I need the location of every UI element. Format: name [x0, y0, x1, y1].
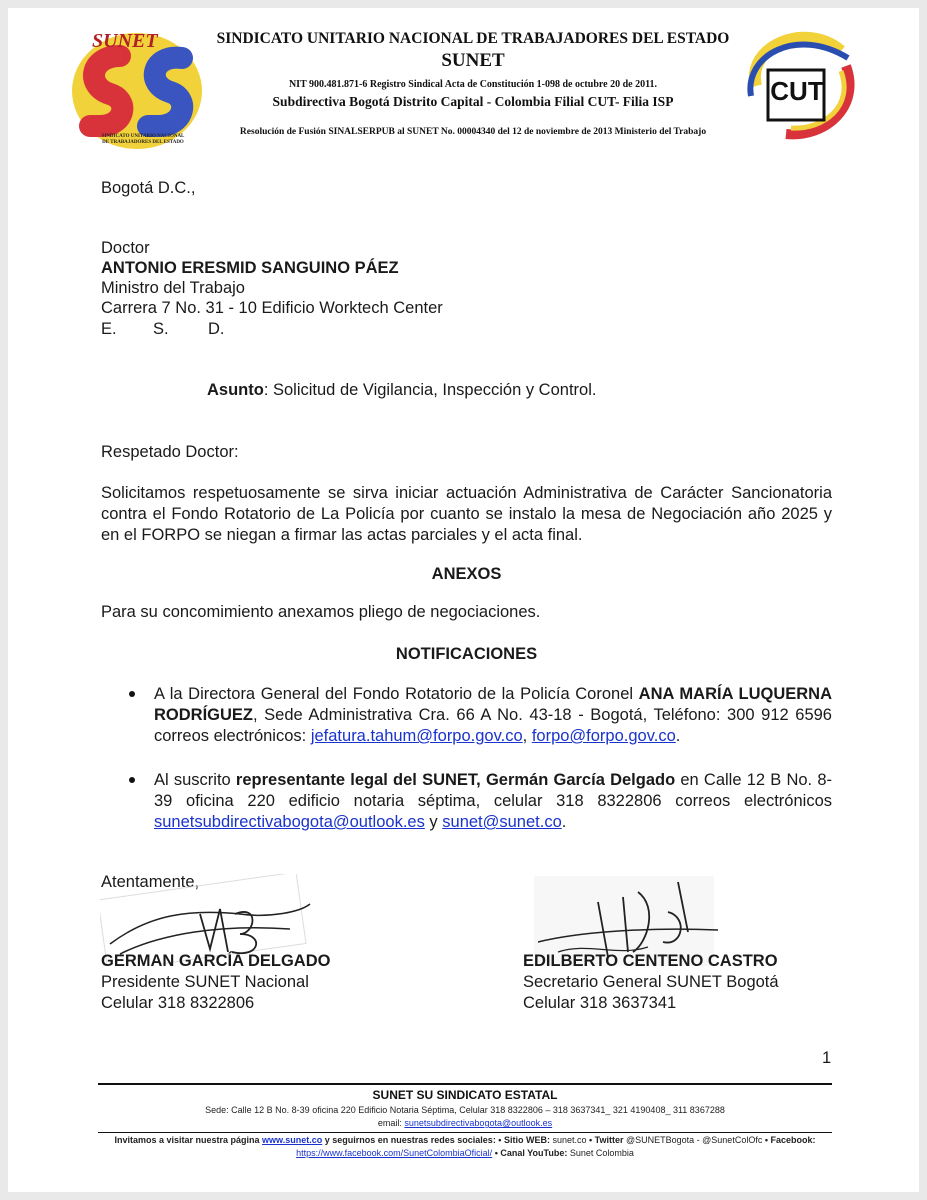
footer-twitter-label: • Twitter — [586, 1135, 626, 1145]
resolucion-line: Resolución de Fusión SINALSERPUB al SUNET No. 00004340 del 12 de noviembre de 2013 Ministerio del Trabajo — [239, 127, 707, 137]
email-link-jefatura[interactable]: jefatura.tahum@forpo.gov.co — [310, 727, 523, 745]
footer-email-line — [98, 1118, 832, 1128]
notification-2-sep: y — [424, 813, 443, 831]
asunto-line — [207, 380, 596, 401]
notificaciones-heading: NOTIFICACIONES — [395, 645, 538, 663]
notification-1-pre: A la Directora General del Fondo Rotatorio de la Policía Coronel — [154, 685, 639, 703]
email-link-sunet[interactable]: sunet@sunet.co — [442, 813, 562, 831]
page-number: 1 — [822, 1049, 832, 1067]
footer-sede: Sede: Calle 12 B No. 8-39 oficina 220 Edificio Notaria Séptima, Celular 318 8322806 – 318 3637341_ 321 4190408_ 311 8367288 — [205, 1105, 725, 1115]
notification-item-2 — [154, 770, 832, 833]
notification-1-sep: , — [522, 727, 532, 745]
cut-logo — [736, 26, 862, 141]
subdirectiva-line: Subdirectiva Bogotá Distrito Capital - Colombia Filial CUT- Filia ISP — [272, 94, 674, 109]
notification-2-end: . — [561, 813, 567, 831]
notification-1-end: . — [675, 727, 681, 745]
signer-2-phone: Celular 318 3637341 — [523, 994, 677, 1012]
email-link-forpo[interactable]: forpo@forpo.gov.co — [531, 727, 676, 745]
signer-1-phone: Celular 318 8322806 — [101, 994, 255, 1012]
signer-2-role: Secretario General SUNET Bogotá — [523, 973, 779, 991]
union-acronym: SUNET — [441, 50, 505, 71]
footer-twitter: @SUNETBogota - @SunetColOfc — [626, 1135, 763, 1145]
footer-social-line — [98, 1135, 832, 1145]
esd-e: E. — [101, 320, 117, 338]
letter-page — [8, 8, 919, 1192]
bullet-dot-2 — [129, 777, 135, 783]
footer-youtube: Sunet Colombia — [569, 1148, 634, 1158]
recipient-role: Ministro del Trabajo — [101, 279, 245, 297]
email-link-subdirectiva[interactable]: sunetsubdirectivabogota@outlook.es — [154, 813, 425, 831]
salutation-title: Doctor — [101, 239, 150, 257]
footer-invite-mid: y seguirnos en nuestras redes sociales: • Sitio WEB: — [322, 1135, 553, 1145]
city-date: Bogotá D.C., — [101, 179, 196, 197]
footer-site-link[interactable]: www.sunet.co — [262, 1135, 323, 1145]
footer-title: SUNET SU SINDICATO ESTATAL — [372, 1088, 558, 1102]
closing: Atentamente, — [101, 873, 200, 891]
signer-1-role: Presidente SUNET Nacional — [101, 973, 309, 991]
union-title: SINDICATO UNITARIO NACIONAL DE TRABAJADORES DEL ESTADO — [216, 30, 730, 47]
cut-logo-text: CUT — [770, 76, 824, 106]
footer-facebook-link[interactable]: https://www.facebook.com/SunetColombiaOficial/ — [296, 1148, 493, 1158]
asunto-label: Asunto — [207, 381, 264, 399]
footer-invite-pre: Invitamos a visitar nuestra página — [114, 1135, 263, 1145]
recipient-address: Carrera 7 No. 31 - 10 Edificio Worktech Center — [101, 299, 443, 317]
greeting: Respetado Doctor: — [101, 443, 239, 461]
notification-1-post: , Sede Administrativa Cra. 66 A No. 43-18 - Bogotá, Teléfono: 300 912 6596 correos electrónicos: — [154, 706, 832, 745]
esd-s: S. — [153, 320, 169, 338]
sunet-logo-text: SUNET — [92, 30, 158, 52]
recipient-name: ANTONIO ERESMID SANGUINO PÁEZ — [101, 259, 399, 277]
esd-d: D. — [208, 320, 225, 338]
footer-fb-label: • Facebook: — [762, 1135, 816, 1145]
footer-rule-bottom — [98, 1132, 832, 1133]
footer-youtube-label: • Canal YouTube: — [492, 1148, 570, 1158]
anexos-heading: ANEXOS — [431, 565, 502, 583]
footer-social-line-2 — [98, 1148, 832, 1158]
notification-2-pre: Al suscrito — [154, 771, 236, 789]
notification-2-bold: representante legal del SUNET, Germán García Delgado — [235, 771, 676, 789]
footer-email-link[interactable]: sunetsubdirectivabogota@outlook.es — [404, 1118, 553, 1128]
signer-2-name: EDILBERTO CENTENO CASTRO — [523, 952, 778, 970]
notification-item-1 — [154, 684, 832, 747]
nit-line: NIT 900.481.871-6 Registro Sindical Acta de Constitución 1-098 de octubre 20 de 2011. — [288, 79, 658, 90]
footer-rule-top — [98, 1083, 832, 1085]
notification-2-post: en Calle 12 B No. 8-39 oficina 220 edificio notaria séptima, celular 318 8322806 correos electrónicos — [154, 771, 833, 810]
footer-email-label: email: — [377, 1118, 405, 1128]
footer-site2: sunet.co — [552, 1135, 587, 1145]
notification-1-name: ANA MARÍA LUQUERNA RODRÍGUEZ — [154, 685, 832, 724]
signer-1-name: GERMAN GARCÍA DELGADO — [101, 952, 331, 970]
bullet-dot-1 — [129, 691, 135, 697]
anexos-text: Para su concomimiento anexamos pliego de negociaciones. — [101, 603, 541, 621]
sunet-logo-caption: SINDICATO UNITARIO NACIONAL DE TRABAJADORES DEL ESTADO — [101, 134, 185, 145]
asunto-text: : Solicitud de Vigilancia, Inspección y Control. — [263, 381, 597, 399]
main-paragraph: Solicitamos respetuosamente se sirva iniciar actuación Administrativa de Carácter Sancionatoria contra el Fondo Rotatorio de La Policía por cuanto se instalo la mesa de Negociación año 2025 y en el FORPO se niegan a firmar las actas parciales y el acta final. — [101, 484, 832, 544]
